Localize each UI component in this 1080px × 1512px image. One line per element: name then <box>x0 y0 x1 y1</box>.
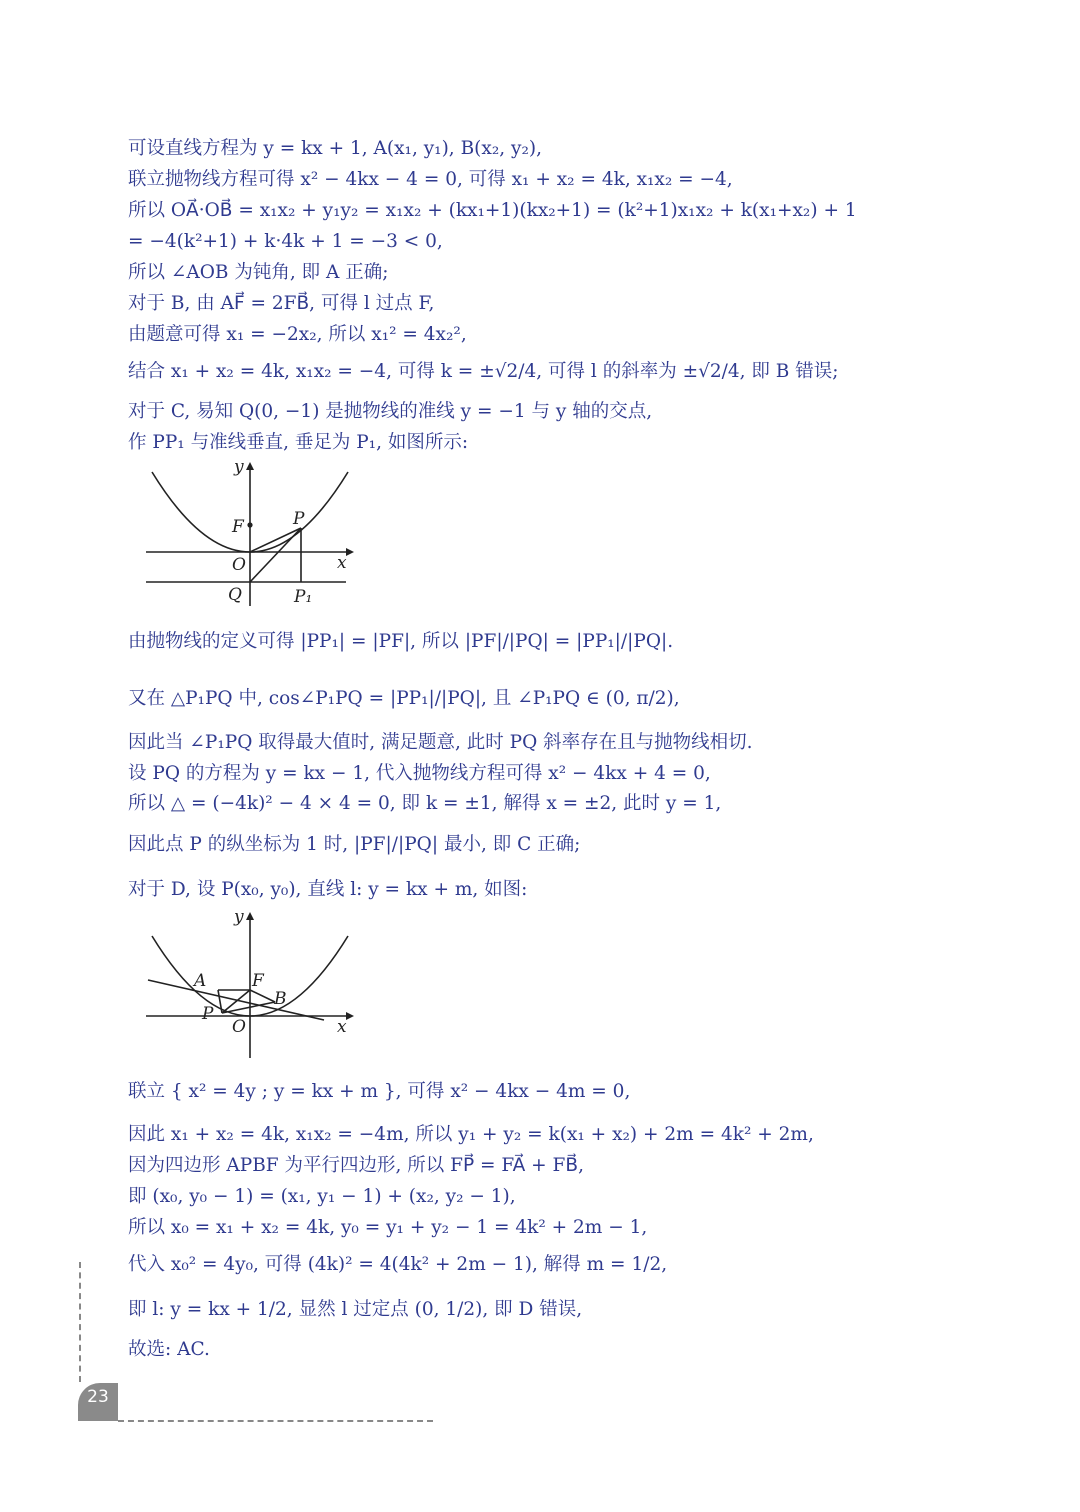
text-line: 因此点 P 的纵坐标为 1 时, |PF|/|PQ| 最小, 即 C 正确; <box>128 834 581 855</box>
text-line: 所以 OA⃗·OB⃗ = x₁x₂ + y₁y₂ = x₁x₂ + (kx₁+1)(kx₂+1) = (k²+1)x₁x₂ + k(x₁+x₂) + 1 <box>128 200 857 221</box>
text-line: 设 PQ 的方程为 y = kx − 1, 代入抛物线方程可得 x² − 4kx + 4 = 0, <box>128 763 711 784</box>
text-line: 联立 { x² = 4y ; y = kx + m }, 可得 x² − 4kx − 4m = 0, <box>128 1081 631 1102</box>
text-line: 由抛物线的定义可得 |PP₁| = |PF|, 所以 |PF|/|PQ| = |PP₁|/|PQ|. <box>128 631 674 652</box>
text-line: 对于 D, 设 P(x₀, y₀), 直线 l: y = kx + m, 如图: <box>128 879 528 900</box>
text-line: 所以 △ = (−4k)² − 4 × 4 = 0, 即 k = ±1, 解得 x = ±2, 此时 y = 1, <box>128 793 722 814</box>
label-b: B <box>274 989 287 1009</box>
label-o: O <box>232 555 246 575</box>
text-line: 所以 x₀ = x₁ + x₂ = 4k, y₀ = y₁ + y₂ − 1 = 4k² + 2m − 1, <box>128 1217 648 1238</box>
text-line: 因此 x₁ + x₂ = 4k, x₁x₂ = −4m, 所以 y₁ + y₂ = k(x₁ + x₂) + 2m = 4k² + 2m, <box>128 1124 814 1145</box>
label-f: F <box>252 971 264 991</box>
y-axis-arrow <box>246 912 254 920</box>
page-number: 23 <box>87 1387 109 1407</box>
text-line: 可设直线方程为 y = kx + 1, A(x₁, y₁), B(x₂, y₂), <box>128 138 542 159</box>
text-line: 对于 B, 由 AF⃗ = 2FB⃗, 可得 l 过点 F, <box>128 293 435 314</box>
label-p1: P₁ <box>294 587 313 607</box>
focus-point <box>247 522 252 527</box>
figure-parabola-directrix <box>138 458 360 608</box>
text-line: 即 (x₀, y₀ − 1) = (x₁, y₁ − 1) + (x₂, y₂ − 1), <box>128 1186 516 1207</box>
label-a: A <box>194 971 207 991</box>
x-axis-arrow <box>346 1012 354 1020</box>
text-line: = −4(k²+1) + k·4k + 1 = −3 < 0, <box>128 231 443 252</box>
segment-fb <box>250 990 275 1002</box>
figure-parallelogram <box>138 906 360 1061</box>
footer-dashed-vertical <box>79 1262 81 1382</box>
text-line: 结合 x₁ + x₂ = 4k, x₁x₂ = −4, 可得 k = ±√2/4, 可得 l 的斜率为 ±√2/4, 即 B 错误; <box>128 361 839 382</box>
text-line: 作 PP₁ 与准线垂直, 垂足为 P₁, 如图所示: <box>128 432 469 453</box>
label-o: O <box>232 1017 246 1037</box>
text-line: 联立抛物线方程可得 x² − 4kx − 4 = 0, 可得 x₁ + x₂ = 4k, x₁x₂ = −4, <box>128 169 733 190</box>
text-line: 因此当 ∠P₁PQ 取得最大值时, 满足题意, 此时 PQ 斜率存在且与抛物线相切. <box>128 732 753 753</box>
text-line: 又在 △P₁PQ 中, cos∠P₁PQ = |PP₁|/|PQ|, 且 ∠P₁PQ ∈ (0, π/2), <box>128 688 680 709</box>
text-line: 代入 x₀² = 4y₀, 可得 (4k)² = 4(4k² + 2m − 1), 解得 m = 1/2, <box>128 1254 668 1275</box>
text-line: 所以 ∠AOB 为钝角, 即 A 正确; <box>128 262 389 283</box>
label-x: x <box>337 1017 347 1037</box>
segment-qp <box>250 528 301 582</box>
segment-ap <box>218 990 222 1013</box>
footer-dashed-horizontal <box>118 1420 433 1422</box>
text-line: 故选: AC. <box>128 1339 210 1360</box>
text-line: 对于 C, 易知 Q(0, −1) 是抛物线的准线 y = −1 与 y 轴的交点, <box>128 401 653 422</box>
label-y: y <box>234 458 244 477</box>
segment-op <box>250 528 301 552</box>
label-y: y <box>234 907 244 927</box>
text-line: 因为四边形 APBF 为平行四边形, 所以 FP⃗ = FA⃗ + FB⃗, <box>128 1155 584 1176</box>
y-axis-arrow <box>246 462 254 470</box>
text-line: 即 l: y = kx + 1/2, 显然 l 过定点 (0, 1/2), 即 D 错误, <box>128 1299 583 1320</box>
label-x: x <box>337 553 347 573</box>
x-axis-arrow <box>346 548 354 556</box>
label-p: P <box>202 1004 214 1024</box>
text-line: 由题意可得 x₁ = −2x₂, 所以 x₁² = 4x₂², <box>128 324 467 345</box>
label-f: F <box>232 517 244 537</box>
label-q: Q <box>228 585 242 605</box>
label-p: P <box>293 509 305 529</box>
